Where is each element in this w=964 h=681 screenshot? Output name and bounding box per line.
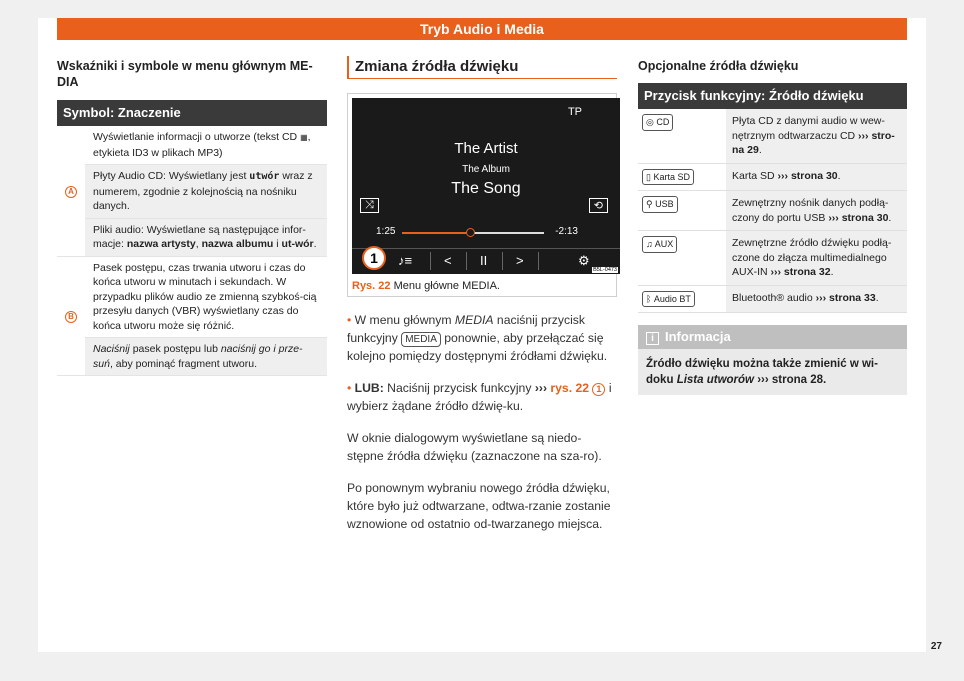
table-row: ᛒ Audio BT Bluetooth® audio ››› strona 33. bbox=[638, 285, 907, 313]
cd-text-icon: ▦ bbox=[300, 133, 308, 142]
tp-indicator: TP bbox=[567, 106, 582, 118]
media-screen bbox=[352, 98, 620, 274]
page-number: 27 bbox=[930, 641, 942, 652]
bullet-icon: • bbox=[347, 313, 352, 327]
symbols-table bbox=[57, 126, 327, 376]
info-box-body: Źródło dźwięku można także zmienić w wi-doku Lista utworów ››› strona 28. bbox=[638, 349, 907, 395]
marker-1: 1 bbox=[362, 246, 386, 270]
album-label: The Album bbox=[462, 164, 510, 175]
media-key-icon: MEDIA bbox=[401, 332, 441, 347]
sources-table-header: Przycisk funkcyjny: Źródło dźwięku bbox=[638, 83, 907, 109]
aux-key-icon: ♫ AUX bbox=[642, 236, 677, 253]
symbols-table-header: Symbol: Znaczenie bbox=[57, 100, 327, 126]
symbols-heading: Wskaźniki i symbole w menu głównym ME-DIA bbox=[57, 59, 313, 89]
optional-sources-heading: Opcjonalne źródła dźwięku bbox=[638, 59, 799, 73]
column-symbols bbox=[57, 56, 327, 376]
figure-caption: Rys. 22 Menu główne MEDIA. bbox=[352, 280, 500, 292]
divider bbox=[538, 252, 539, 270]
table-row: ♫ AUX Zewnętrzne źródło dźwięku podłą-czone do złącza multimedialnego AUX-IN ››› strona 32. bbox=[638, 231, 907, 286]
figure-media-screen bbox=[347, 93, 617, 297]
table-row: ⚲ USB Zewnętrzny nośnik danych podłą-czony do portu USB ››› strona 30. bbox=[638, 191, 907, 231]
divider bbox=[430, 252, 431, 270]
control-bar bbox=[352, 248, 620, 272]
next-icon[interactable]: > bbox=[516, 253, 524, 268]
symbol-b-icon: B bbox=[65, 311, 77, 323]
time-elapsed: 1:25 bbox=[376, 226, 396, 237]
figure-link[interactable]: rys. 22 bbox=[550, 381, 590, 395]
table-row: Pasek postępu, czas trwania utworu i czas do końca utworu w minutach i sekundach. W przypadku plików audio ze zmienną szybkoś-cią przesyłu danych (VBR) wyświetlany czas do końca utworu może się różnić. bbox=[85, 256, 327, 338]
progress-knob[interactable] bbox=[466, 228, 475, 237]
change-source-heading: Zmiana źródła dźwięku bbox=[347, 56, 617, 79]
pause-icon[interactable]: II bbox=[480, 253, 488, 268]
playlist-icon[interactable]: ♪≡ bbox=[398, 253, 413, 268]
symbol-a-cell bbox=[57, 126, 85, 256]
bullet-icon: • bbox=[347, 381, 352, 395]
cd-key-icon: ◎ CD bbox=[642, 114, 673, 131]
sources-table bbox=[638, 109, 907, 313]
table-row: Płyty Audio CD: Wyświetlany jest utwór wraz z numerem, zgodnie z kolejnością na nośniku danych. bbox=[85, 165, 327, 219]
symbol-a-icon: A bbox=[65, 186, 77, 198]
table-row: ▯ Karta SD Karta SD ››› strona 30. bbox=[638, 163, 907, 191]
paragraph-2: • LUB: Naciśnij przycisk funkcyjny ››› rys. 22 1 i wybierz żądane źródło dźwię-ku. bbox=[347, 381, 612, 413]
artist-label: The Artist bbox=[454, 140, 518, 157]
figure-code: B5L-0473 bbox=[593, 267, 617, 273]
column-optional-sources bbox=[638, 56, 907, 395]
divider bbox=[466, 252, 467, 270]
bluetooth-key-icon: ᛒ Audio BT bbox=[642, 291, 695, 308]
progress-fill bbox=[402, 232, 470, 234]
sd-card-key-icon: ▯ Karta SD bbox=[642, 169, 694, 186]
shuffle-icon[interactable]: ⤨ bbox=[360, 198, 379, 213]
song-label: The Song bbox=[451, 180, 521, 197]
paragraph-4: Po ponownym wybraniu nowego źródła dźwięku, które było już odtwarzane, odtwa-rzanie zostanie wznowione od ostatnio od-twarzanego miejsca. bbox=[347, 481, 611, 531]
table-row: ◎ CD Płyta CD z danymi audio w wew-nętrznym odtwarzaczu CD ››› stro-na 29. bbox=[638, 109, 907, 163]
repeat-icon[interactable]: ⟲ bbox=[589, 198, 608, 213]
divider bbox=[502, 252, 503, 270]
table-row: Wyświetlanie informacji o utworze (tekst CD ▦, etykieta ID3 w plikach MP3) bbox=[85, 126, 327, 165]
info-icon: i bbox=[646, 332, 659, 345]
table-row: Naciśnij pasek postępu lub naciśnij go i prze-suń, aby pominąć fragment utworu. bbox=[85, 338, 327, 376]
symbol-b-cell bbox=[57, 256, 85, 376]
table-row: Pliki audio: Wyświetlane są następujące infor-macje: nazwa artysty, nazwa albumu i ut-wór. bbox=[85, 218, 327, 256]
paragraph-3: W oknie dialogowym wyświetlane są niedo-stępne źródła dźwięku (zaznaczone na sza-ro). bbox=[347, 431, 602, 463]
paragraph-1: • W menu głównym MEDIA naciśnij przycisk funkcyjny MEDIA ponownie, aby przełączać się kolejno pomiędzy dostępnymi źródłami dźwięku. bbox=[347, 313, 608, 363]
time-remaining: -2:13 bbox=[555, 226, 578, 237]
section-banner: Tryb Audio i Media bbox=[57, 18, 907, 40]
settings-gear-icon[interactable]: ⚙ bbox=[578, 253, 590, 268]
previous-icon[interactable]: < bbox=[444, 253, 452, 268]
info-box-header: i Informacja bbox=[638, 325, 907, 349]
marker-1-ref: 1 bbox=[592, 383, 605, 396]
usb-key-icon: ⚲ USB bbox=[642, 196, 678, 213]
progress-bar[interactable] bbox=[402, 232, 544, 234]
column-change-source bbox=[347, 56, 617, 533]
